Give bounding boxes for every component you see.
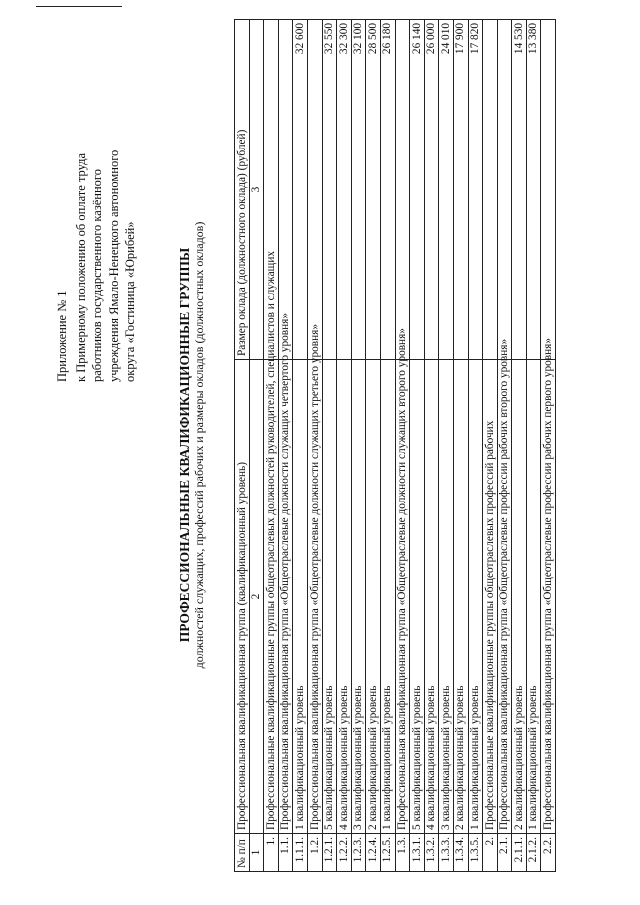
row-group-label: 3 квалификационный уровень bbox=[352, 685, 365, 830]
row-group-label: Профессиональная квалификационная группа «Общеотраслевые должности служащих четвертого уровня» bbox=[279, 312, 292, 830]
row-salary-cell: 17 900 bbox=[453, 20, 468, 360]
row-group-label: 2 квалификационный уровень bbox=[366, 685, 379, 830]
column-number-cell: 2 bbox=[249, 360, 264, 834]
table-row bbox=[541, 20, 556, 872]
row-group-cell bbox=[337, 360, 352, 834]
table-row bbox=[337, 20, 352, 872]
row-group-label: Профессиональные квалификационные группы общеотраслевых должностей руководителей, специалистов и служащих bbox=[264, 250, 277, 830]
row-group-label: 4 квалификационный уровень bbox=[425, 685, 438, 830]
table-row bbox=[307, 20, 322, 872]
row-group-cell bbox=[541, 338, 556, 834]
row-group-label: 1 квалификационный уровень bbox=[293, 685, 306, 830]
row-group-cell bbox=[512, 360, 527, 834]
table-row bbox=[366, 20, 381, 872]
row-group-label: Профессиональные квалификационные группы общеотраслевых профессий рабочих bbox=[483, 420, 496, 830]
appendix-line: учреждения Ямало-Ненецкого автономного bbox=[106, 149, 121, 382]
row-group-label: 2 квалификационный уровень bbox=[512, 685, 525, 830]
row-group-cell bbox=[322, 360, 337, 834]
appendix-line: к Примерному положению об оплате труда bbox=[73, 152, 88, 382]
appendix-block bbox=[54, 42, 139, 382]
row-group-cell bbox=[366, 360, 381, 834]
row-salary-cell: 26 140 bbox=[410, 20, 425, 360]
row-salary-cell: 28 500 bbox=[366, 20, 381, 360]
table-row bbox=[322, 20, 337, 872]
row-number-cell: 1.3.5. bbox=[468, 834, 483, 872]
table-row bbox=[410, 20, 425, 872]
row-number-cell: 1.3.1. bbox=[410, 834, 425, 872]
row-number-cell: 1.3. bbox=[395, 834, 410, 872]
row-number-cell: 2.1.2. bbox=[526, 834, 541, 872]
column-number-cell: 1 bbox=[249, 834, 264, 872]
row-group-cell bbox=[264, 250, 279, 834]
row-group-label: 5 квалификационный уровень bbox=[410, 685, 423, 830]
table-row bbox=[526, 20, 541, 872]
row-group-label: 1 квалификационный уровень bbox=[381, 685, 394, 830]
row-number-cell: 2.2. bbox=[541, 834, 556, 872]
row-number-cell: 2. bbox=[483, 834, 498, 872]
row-salary-cell: 32 550 bbox=[322, 20, 337, 360]
table-row bbox=[293, 20, 308, 872]
row-number-cell: 2.1. bbox=[497, 834, 512, 872]
table-row bbox=[497, 20, 512, 872]
row-group-label: 3 квалификационный уровень bbox=[439, 685, 452, 830]
row-number-cell: 1.2.4. bbox=[366, 834, 381, 872]
row-group-cell bbox=[497, 338, 512, 834]
row-group-label: Профессиональная квалификационная группа «Общеотраслевые должности служащих третьего уровня» bbox=[308, 323, 321, 830]
rotated-page bbox=[6, 0, 626, 890]
row-group-cell bbox=[453, 360, 468, 834]
row-salary-cell bbox=[395, 20, 410, 360]
row-salary-cell: 32 300 bbox=[337, 20, 352, 360]
row-number-cell: 1.2.5. bbox=[380, 834, 395, 872]
table-row bbox=[512, 20, 527, 872]
table-row bbox=[468, 20, 483, 872]
table-row bbox=[453, 20, 468, 872]
row-salary-cell: 26 180 bbox=[380, 20, 395, 360]
row-group-label: Профессиональная квалификационная группа «Общеотраслевые должности служащих второго уровня» bbox=[396, 328, 409, 830]
row-group-label: 2 квалификационный уровень bbox=[454, 685, 467, 830]
table-body bbox=[235, 20, 556, 872]
row-salary-cell bbox=[497, 20, 512, 360]
row-salary-cell bbox=[541, 20, 556, 360]
row-number-cell: 1.2.1. bbox=[322, 834, 337, 872]
row-number-cell: 1.1.1. bbox=[293, 834, 308, 872]
table-row bbox=[483, 20, 498, 872]
row-number-cell: 1.2.3. bbox=[351, 834, 366, 872]
appendix-line: округа «Гостиница «Юрибей» bbox=[123, 221, 137, 382]
row-salary-cell: 17 820 bbox=[468, 20, 483, 360]
row-salary-cell: 26 000 bbox=[424, 20, 439, 360]
row-number-cell: 1.3.4. bbox=[453, 834, 468, 872]
row-salary-cell: 24 010 bbox=[439, 20, 454, 360]
row-group-cell bbox=[395, 328, 410, 834]
column-number-cell: 3 bbox=[249, 20, 264, 360]
row-number-cell: 2.1.1. bbox=[512, 834, 527, 872]
header-cell-number: № п/п bbox=[235, 834, 250, 872]
row-group-cell bbox=[483, 360, 498, 834]
table-row bbox=[439, 20, 454, 872]
table-row bbox=[380, 20, 395, 872]
table-header-row bbox=[235, 20, 250, 872]
row-group-label: Профессиональная квалификационная группа «Общеотраслевые профессии рабочих второго уровня» bbox=[498, 338, 511, 830]
row-number-cell: 1.3.2. bbox=[424, 834, 439, 872]
row-group-cell bbox=[410, 360, 425, 834]
row-group-cell bbox=[424, 360, 439, 834]
row-number-cell: 1. bbox=[264, 834, 279, 872]
table-row bbox=[351, 20, 366, 872]
appendix-line: работников государственного казённого bbox=[90, 168, 104, 382]
row-group-label: 4 квалификационный уровень bbox=[337, 685, 350, 830]
header-cell-salary: Размер оклада (должностного оклада) (рублей) bbox=[235, 20, 250, 360]
document-subtitle: должностей служащих, профессий рабочих и размеры окладов (должностных окладов) bbox=[192, 221, 206, 669]
salary-table bbox=[234, 19, 556, 872]
row-salary-cell: 32 100 bbox=[351, 20, 366, 360]
column-number-row bbox=[249, 20, 264, 872]
row-group-cell bbox=[380, 360, 395, 834]
appendix-number: Приложение № 1 bbox=[55, 290, 69, 382]
table-row bbox=[264, 20, 279, 872]
row-group-cell bbox=[351, 360, 366, 834]
row-salary-cell bbox=[278, 20, 293, 360]
row-number-cell: 1.2. bbox=[307, 834, 322, 872]
row-salary-cell bbox=[307, 20, 322, 360]
row-group-cell bbox=[293, 360, 308, 834]
row-number-cell: 1.3.3. bbox=[439, 834, 454, 872]
row-group-cell bbox=[439, 360, 454, 834]
table-row bbox=[424, 20, 439, 872]
table-row bbox=[278, 20, 293, 872]
row-salary-cell: 32 600 bbox=[293, 20, 308, 360]
row-group-cell bbox=[307, 323, 322, 834]
row-salary-cell bbox=[483, 20, 498, 360]
table-row bbox=[395, 20, 410, 872]
row-group-label: 1 квалификационный уровень bbox=[469, 685, 482, 830]
row-group-label: Профессиональная квалификационная группа «Общеотраслевые профессии рабочих первого уровня» bbox=[542, 338, 555, 830]
row-number-cell: 1.2.2. bbox=[337, 834, 352, 872]
row-group-label: 5 квалификационный уровень bbox=[323, 685, 336, 830]
row-number-cell: 1.1. bbox=[278, 834, 293, 872]
document-title: ПРОФЕССИОНАЛЬНЫЕ КВАЛИФИКАЦИОННЫЕ ГРУППЫ bbox=[177, 247, 192, 643]
row-group-cell bbox=[526, 360, 541, 834]
row-salary-cell: 13 380 bbox=[526, 20, 541, 360]
row-group-label: 1 квалификационный уровень bbox=[527, 685, 540, 830]
row-group-cell bbox=[278, 312, 293, 834]
header-cell-group: Профессиональная квалификационная группа (квалификационный уровень) bbox=[235, 360, 250, 834]
row-group-cell bbox=[468, 360, 483, 834]
row-salary-cell: 14 530 bbox=[512, 20, 527, 360]
